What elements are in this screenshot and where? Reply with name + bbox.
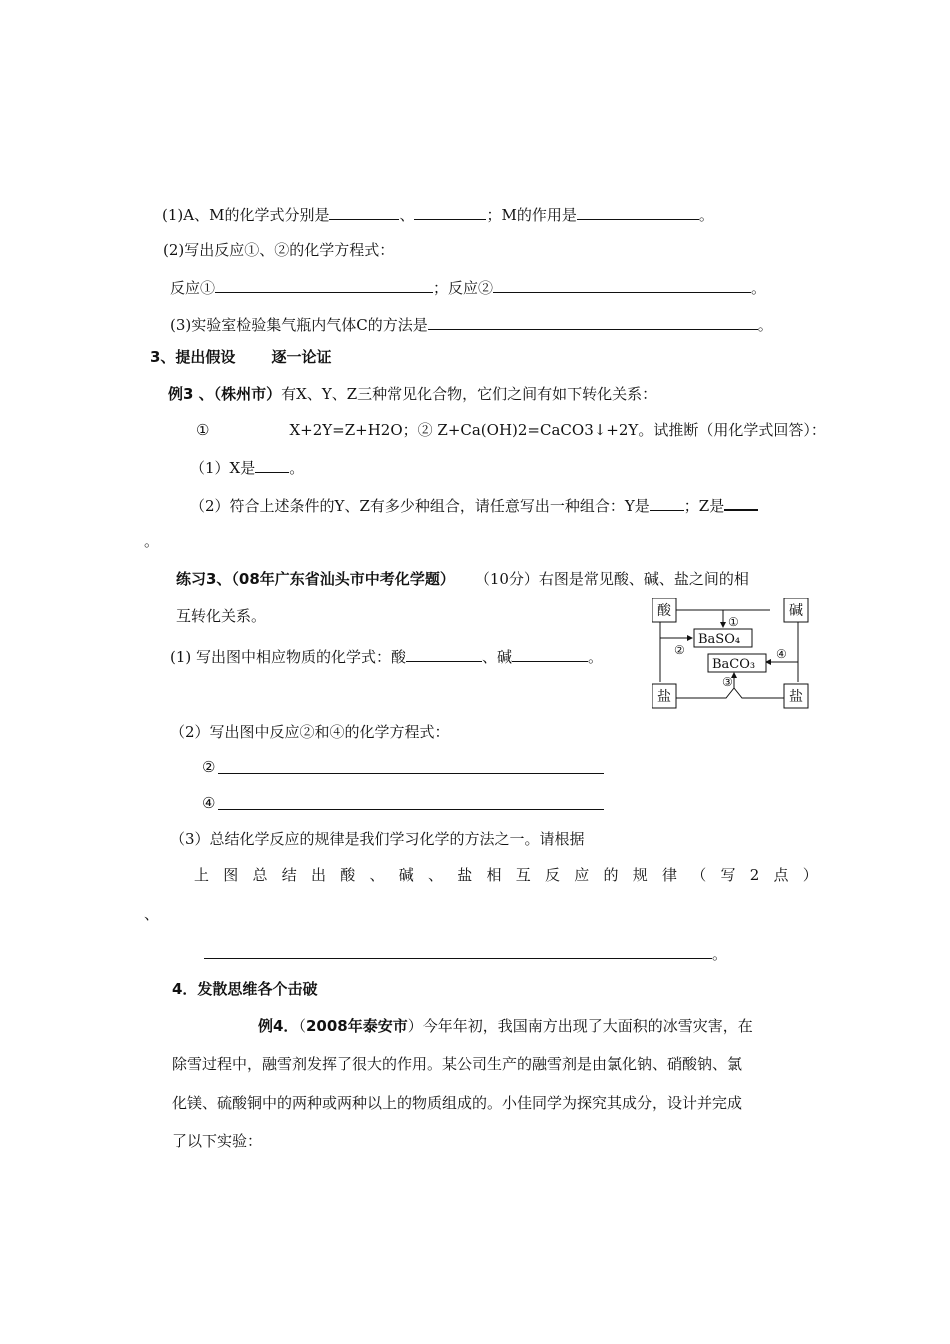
- answer-blank[interactable]: [406, 645, 482, 662]
- acid-base-salt-diagram: [652, 598, 812, 710]
- justified-char: 总: [252, 866, 268, 884]
- answer-blank[interactable]: [255, 456, 289, 473]
- justified-char: 互: [515, 866, 531, 884]
- justified-char: 的: [603, 866, 619, 884]
- baco3-label: BaCO₃: [712, 657, 756, 672]
- acid-label: 酸: [657, 603, 671, 619]
- answer-blank[interactable]: [650, 494, 684, 511]
- justified-char: 出: [311, 866, 327, 884]
- answer-blank[interactable]: [493, 276, 751, 293]
- question-2-reactions: 反应① ；反应② 。: [170, 276, 766, 298]
- example-4-line-2: 除雪过程中，融雪剂发挥了很大的作用。某公司生产的融雪剂是由氯化钠、硝酸钠、氯: [172, 1055, 743, 1073]
- answer-blank[interactable]: [204, 942, 712, 959]
- justified-char: 、: [428, 866, 444, 884]
- justified-char: 2: [749, 866, 760, 884]
- reaction-2-label: ②: [202, 758, 216, 776]
- justified-char: 盐: [457, 866, 473, 884]
- connector-line: [676, 688, 784, 698]
- reaction-number-4: ④: [776, 647, 787, 661]
- answer-blank[interactable]: [724, 493, 758, 511]
- justified-char: 点: [773, 866, 789, 884]
- example-4-line-1: 例4．（2008年泰安市）今年年初，我国南方出现了大面积的冰雪灾害，在: [258, 1017, 753, 1035]
- answer-line[interactable]: [218, 773, 604, 774]
- practice-3-q1: (1) 写出图中相应物质的化学式：酸 、碱 。: [170, 645, 603, 667]
- section-4-heading: 4．发散思维各个击破: [172, 980, 318, 998]
- practice-3-q3-comma: 、: [144, 905, 160, 923]
- justified-char: 反: [545, 866, 561, 884]
- justified-char: 相: [486, 866, 502, 884]
- practice-3-q3: （3）总结化学反应的规律是我们学习化学的方法之一。请根据: [170, 830, 585, 848]
- reaction-number-1: ①: [728, 615, 739, 629]
- reaction-number-3: ③: [722, 675, 733, 689]
- base-label: 碱: [789, 603, 803, 619]
- justified-char: 写: [720, 866, 736, 884]
- answer-blank[interactable]: [577, 203, 699, 220]
- answer-line[interactable]: [218, 809, 604, 810]
- justified-char: 、: [369, 866, 385, 884]
- answer-blank[interactable]: [329, 203, 399, 220]
- justified-char: 碱: [398, 866, 414, 884]
- justified-char: 酸: [340, 866, 356, 884]
- justified-char: （: [691, 866, 707, 884]
- answer-blank[interactable]: [215, 276, 433, 293]
- practice-3-intro-cont: 互转化关系。: [176, 607, 267, 625]
- example-3-q1: （1）X是 。: [190, 456, 304, 478]
- justified-char: 图: [223, 866, 239, 884]
- question-3: (3)实验室检验集气瓶内气体C的方法是 。: [170, 313, 773, 335]
- example-3-reactions: ① X+2Y=Z+H2O；② Z+Ca(OH)2=CaCO3↓+2Y。试推断（用化学式回答）：: [196, 421, 826, 439]
- question-1: (1)A、M的化学式分别是 、 ；M的作用是 。: [162, 203, 714, 225]
- question-2: (2)写出反应①、②的化学方程式：: [163, 241, 395, 259]
- example-3-intro: 例3 、（株州市）有X、Y、Z三种常见化合物，它们之间有如下转化关系：: [168, 385, 658, 403]
- baso4-label: BaSO₄: [698, 632, 741, 647]
- justified-char: 结: [281, 866, 297, 884]
- reaction-number-2: ②: [674, 643, 685, 657]
- example-3-q2-end: 。: [144, 532, 160, 550]
- salt-right-label: 盐: [789, 689, 803, 705]
- example-4-line-4: 了以下实验：: [172, 1132, 263, 1150]
- answer-blank[interactable]: [414, 203, 486, 220]
- justified-char: 规: [632, 866, 648, 884]
- answer-blank[interactable]: [428, 313, 758, 330]
- practice-3-q2: （2）写出图中反应②和④的化学方程式：: [170, 723, 450, 741]
- salt-left-label: 盐: [657, 689, 671, 705]
- example-4-line-3: 化镁、硫酸铜中的两种或两种以上的物质组成的。小佳同学为探究其成分，设计并完成: [172, 1094, 743, 1112]
- practice-3-intro: 练习3、（08年广东省汕头市中考化学题） （10分）右图是常见酸、碱、盐之间的相: [176, 570, 749, 588]
- example-3-q2: （2）符合上述条件的Y、Z有多少种组合，请任意写出一种组合：Y是 ；Z是: [190, 493, 758, 516]
- practice-3-q3-answer: 。: [204, 942, 727, 964]
- answer-blank[interactable]: [512, 645, 588, 662]
- justified-char: ）: [802, 866, 818, 884]
- justified-char: 律: [662, 866, 678, 884]
- reaction-4-label: ④: [202, 794, 216, 812]
- justified-char: 上: [194, 866, 210, 884]
- section-3-heading: 3、提出假设 逐一论证: [150, 348, 332, 366]
- justified-char: 应: [574, 866, 590, 884]
- practice-3-q3-cont: [194, 865, 818, 885]
